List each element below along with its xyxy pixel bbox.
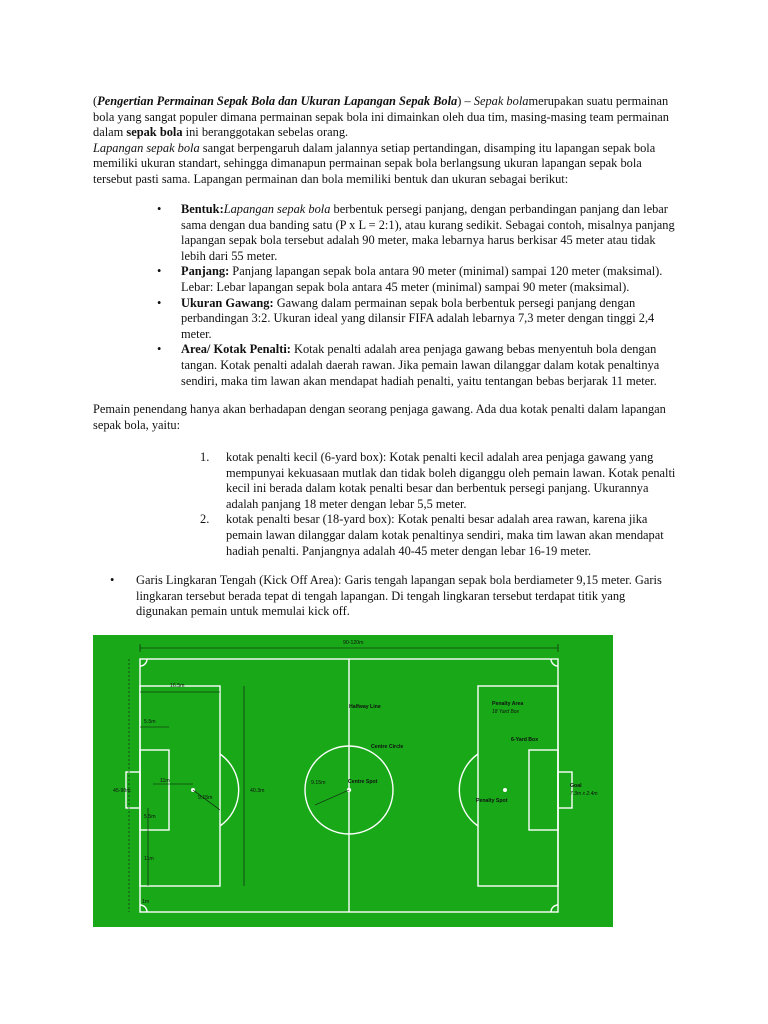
penalty-area-sub-label: 18 Yard Box xyxy=(492,709,520,715)
list-item xyxy=(157,202,679,264)
word-bold: sepak xyxy=(126,125,157,140)
properties-list xyxy=(157,202,679,389)
width-label: 45-90m xyxy=(113,788,131,794)
word-bold: bola xyxy=(159,125,183,140)
spot-offset-label: 11m xyxy=(144,856,154,862)
word: orang. xyxy=(316,125,349,140)
item-text: Panjang lapangan sepak bola antara 90 meter (minimal) sampai 120 meter (maksimal). Lebar: Lebar lapangan sepak bola antara 45 meter (minimal) sampai 90 meter (maksimal). xyxy=(181,264,663,294)
word: sebelas xyxy=(277,125,314,140)
intro-line-3 xyxy=(93,125,678,141)
item-heading: Ukuran Gawang: xyxy=(181,295,274,310)
bullet-icon: • xyxy=(110,573,115,587)
goal-area-depth-label: 5.5m xyxy=(144,719,156,725)
list-item xyxy=(110,573,678,620)
item-heading: Panjang: xyxy=(181,264,230,279)
intro-line-4-rest: sangat berpengaruh dalam jalannya setiap pertandingan, disamping itu lapangan sepak bola xyxy=(199,140,656,155)
football-pitch-diagram xyxy=(93,635,613,927)
dash: ) – xyxy=(457,94,474,108)
item-text: Gawang dalam permainan sepak bola berbentuk persegi panjang dengan perbandingan 3:2. Ukuran ideal yang dilansir FIFA adalah lebarnya 7,3 meter dengan tinggi 2,4 meter. xyxy=(181,295,655,341)
length-label: 90-120m xyxy=(343,640,364,646)
centre-circle-label: Centre Circle xyxy=(371,744,404,750)
sepak-bola-italic: Sepak bola xyxy=(473,94,529,108)
intro-line-1 xyxy=(93,94,678,110)
intro-line-4 xyxy=(93,141,678,157)
halfway-line-label: Halfway Line xyxy=(349,704,381,710)
bullet-icon: • xyxy=(157,295,162,310)
goal-area-width-label: 5.5m xyxy=(144,814,156,820)
centre-radius-label: 9.15m xyxy=(311,780,326,786)
item-italic: Lapangan sepak bola xyxy=(223,202,331,216)
item-text: kotak penalti kecil (6-yard box): Kotak penalti kecil adalah area penjaga gawang yang mempunyai kekuasaan mutlak dan tidak boleh diganggu oleh pemain lawan. Kotak penalti kecil ini berada dalam kotak penalti besar dan berbentuk persegi panjang. Ukurannya adalah panjang 18 meter dengan lebar 5,5 meter. xyxy=(226,450,676,511)
lapangan-italic: Lapangan sepak bola xyxy=(93,140,200,155)
goal-size-label: 7.3m x 2.4m xyxy=(570,791,598,797)
item-text: berbentuk persegi panjang, dengan perbandingan panjang dan lebar sama dengan dua banding satu (P x L = 2:1), atau kurang sedikit. Sebagai contoh, misalnya panjang lapangan sepak bola tersebut adalah 90 meter, maka lebarnya harus berkisar 45 meter atau tidak lebih dari 55 meter. xyxy=(181,202,675,263)
penalty-depth-label: 16.5m xyxy=(170,683,185,689)
item-text: kotak penalti besar (18-yard box): Kotak penalti besar adalah area rawan, karena jika pemain lawan dilanggar dalam kotak penaltinya sendiri, maka tim lawan akan mendapat hadiah penalti. Panjangnya adalah 40-45 meter dengan lebar 16-19 meter. xyxy=(226,512,664,558)
intro-line-6: tersebut pasti sama. Lapangan permainan dan bola memiliki bentuk dan ukuran sebagai berikut: xyxy=(93,171,569,186)
penalty-box-list xyxy=(200,450,680,559)
centre-circle-list xyxy=(110,573,678,620)
centre-spot-label: Centre Spot xyxy=(348,779,378,785)
list-number: 1. xyxy=(200,450,210,464)
word: dalam xyxy=(93,125,124,140)
spot-distance-label: 11m xyxy=(160,778,170,784)
intro-line-5: memiliki ukuran standart, sehingga dimanapun permainan sepak bola berlangsung ukuran lapangan sepak bola xyxy=(93,156,642,171)
pitch-svg xyxy=(93,635,613,927)
bullet-icon: • xyxy=(157,202,162,216)
bullet-icon: • xyxy=(157,342,162,357)
arc-radius-label: 9.15m xyxy=(198,795,213,801)
open-paren: ( xyxy=(93,94,98,108)
word: ini xyxy=(185,125,199,140)
goal-label: Goal xyxy=(570,783,582,789)
list-item xyxy=(157,296,679,343)
list-item xyxy=(200,512,680,559)
intro-line-2: bola yang sangat populer dimana permainan sepak bola ini dimainkan oleh dua tim, masing-masing team permainan xyxy=(93,109,670,124)
bullet-icon: • xyxy=(157,264,162,279)
penalty-area-label: Penalty Area xyxy=(492,701,524,707)
six-yard-label: 6-Yard Box xyxy=(511,737,539,743)
intro-line-1-rest: merupakan suatu permainan xyxy=(528,94,669,108)
list-item xyxy=(200,450,680,512)
list-number: 2. xyxy=(200,512,210,527)
word: beranggotakan xyxy=(201,125,275,140)
item-heading: Area/ Kotak Penalti: xyxy=(181,342,291,357)
penalty-spot-label: Penalty Spot xyxy=(476,798,508,804)
article-title: Pengertian Permainan Sepak Bola dan Ukuran Lapangan Sepak Bola xyxy=(97,94,458,108)
right-penalty-spot xyxy=(503,788,507,792)
intro-paragraph xyxy=(93,94,678,188)
item-text: Kotak penalti adalah area penjaga gawang bebas menyentuh bola dengan tangan. Kotak penalti adalah daerah rawan. Jika pemain lawan dilanggar dalam kotak penaltinya sendiri, maka tim lawan akan mendapat hadiah penalti, yaitu tentangan bebas berjarak 11 meter. xyxy=(181,342,660,388)
item-heading: Bentuk: xyxy=(181,202,224,216)
penalty-width-label: 40.3m xyxy=(250,788,265,794)
list-item xyxy=(157,342,679,389)
item-text: Garis Lingkaran Tengah (Kick Off Area): Garis tengah lapangan sepak bola berdiameter 9,15 meter. Garis lingkaran tersebut berada tepat di tengah lapangan. Di tengah lingkaran tersebut terdapat titik yang digunakan pemain untuk memulai kick off. xyxy=(136,573,662,619)
corner-label: 1m xyxy=(142,899,150,905)
list-item xyxy=(157,264,679,295)
penalty-intro-paragraph: Pemain penendang hanya akan berhadapan dengan seorang penjaga gawang. Ada dua kotak penalti dalam lapangan sepak bola, yaitu: xyxy=(93,402,666,432)
